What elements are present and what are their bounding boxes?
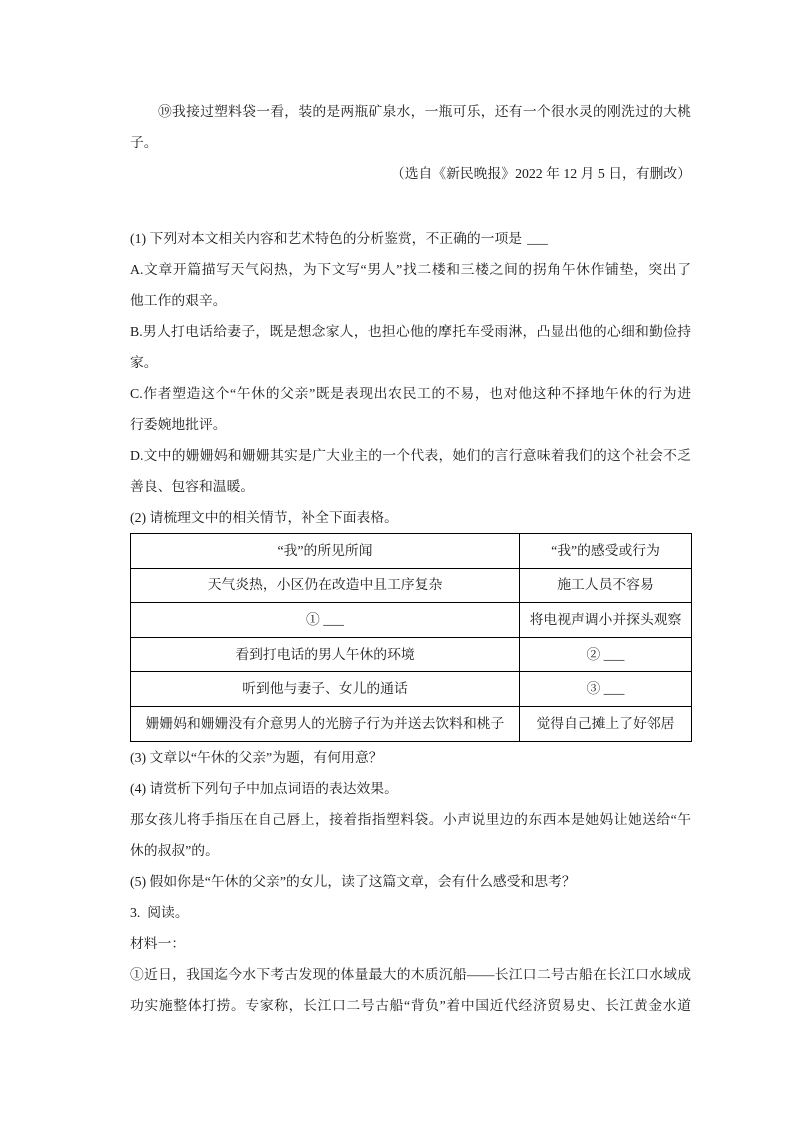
table-cell-feeling-action: 将电视声调小并探头观察 — [520, 603, 692, 638]
material-paragraph-1 — [130, 959, 691, 1021]
table-cell-feeling-action: ② ___ — [520, 637, 692, 672]
material-label: 材料一： — [130, 935, 186, 951]
question-stem — [130, 223, 691, 254]
section-heading: 3. 阅读。 — [130, 904, 189, 920]
option-b — [130, 316, 691, 378]
option-line: 家。 — [130, 355, 158, 370]
text-line: ①近日，我国迄今水下考古发现的体量最大的木质沉船——长江口二号古船在长江口水域成 — [130, 966, 691, 982]
plot-table — [130, 533, 692, 742]
table-header-seen-heard: “我”的所见所闻 — [131, 534, 520, 569]
question-1-stem-text: (1) 下列对本文相关内容和艺术特色的分析鉴赏，不正确的一项是 — [130, 231, 523, 246]
text-line: 子。 — [130, 135, 158, 150]
table-cell-feeling-action: ③ ___ — [520, 672, 692, 707]
option-line: 善良、包容和温暖。 — [130, 479, 255, 494]
table-cell-feeling-action: 施工人员不容易 — [520, 568, 692, 603]
question-3-stem: (3) 文章以“午休的父亲”为题，有何用意？ — [130, 749, 383, 765]
option-line: 行委婉地批评。 — [130, 417, 227, 432]
table-row — [131, 637, 692, 672]
option-a — [130, 254, 691, 316]
option-line: B.男人打电话给妻子，既是想念家人，也担心他的摩托车受雨淋，凸显出他的心细和勤俭持 — [130, 324, 691, 339]
question-5-stem: (5) 假如你是“午休的父亲”的女儿，读了这篇文章，会有什么感受和思考？ — [130, 873, 576, 889]
table-header-row — [131, 534, 692, 569]
option-line: C.作者塑造这个“午休的父亲”既是表现出农民工的不易，也对他这种不择地午休的行为进 — [130, 386, 691, 401]
question-stem: (4) 请赏析下列句子中加点词语的表达效果。 — [130, 780, 398, 796]
table-cell-seen-heard: ① ___ — [131, 603, 520, 638]
table-cell-seen-heard: 听到他与妻子、女儿的通话 — [131, 672, 520, 707]
quoted-sentence-line: 休的叔叔”的。 — [130, 842, 219, 858]
table-row — [131, 672, 692, 707]
option-line: D.文中的姗姗妈和姗姗其实是广大业主的一个代表，她们的言行意味着我们的这个社会不乏 — [130, 448, 691, 463]
option-d — [130, 440, 691, 502]
table-cell-seen-heard: 天气炎热，小区仍在改造中且工序复杂 — [131, 568, 520, 603]
table-cell-seen-heard: 看到打电话的男人午休的环境 — [131, 637, 520, 672]
table-row — [131, 568, 692, 603]
source-citation: （选自《新民晚报》2022 年 12 月 5 日，有删改） — [390, 166, 691, 181]
question-2 — [130, 502, 691, 742]
answer-blank: ___ — [527, 231, 548, 246]
question-1 — [130, 223, 691, 502]
section-3 — [130, 897, 691, 1021]
option-line: A.文章开篇描写天气闷热，为下文写“男人”找二楼和三楼之间的拐角午休作铺垫，突出了 — [130, 262, 691, 277]
question-stem: (2) 请梳理文中的相关情节，补全下面表格。 — [130, 510, 398, 525]
table-cell-seen-heard: 姗姗妈和姗姗没有介意男人的光膀子行为并送去饮料和桃子 — [131, 706, 520, 741]
text-line: 功实施整体打捞。专家称，长江口二号古船“背负”着中国近代经济贸易史、长江黄金水道 — [130, 997, 691, 1013]
table-row — [131, 706, 692, 741]
quoted-sentence-line: 那女孩儿将手指压在自己唇上，接着指指塑料袋。小声说里边的东西本是她妈让她送给“午 — [130, 811, 691, 827]
question-4 — [130, 773, 691, 866]
table-cell-feeling-action: 觉得自己摊上了好邻居 — [520, 706, 692, 741]
option-c — [130, 378, 691, 440]
exam-page — [130, 96, 691, 1021]
text-line: ⑲我接过塑料袋一看，装的是两瓶矿泉水，一瓶可乐，还有一个很水灵的刚洗过的大桃 — [158, 104, 691, 119]
option-line: 他工作的艰辛。 — [130, 293, 227, 308]
table-header-feeling-action: “我”的感受或行为 — [520, 534, 692, 569]
table-row — [131, 603, 692, 638]
passage-paragraph-19 — [130, 96, 691, 158]
